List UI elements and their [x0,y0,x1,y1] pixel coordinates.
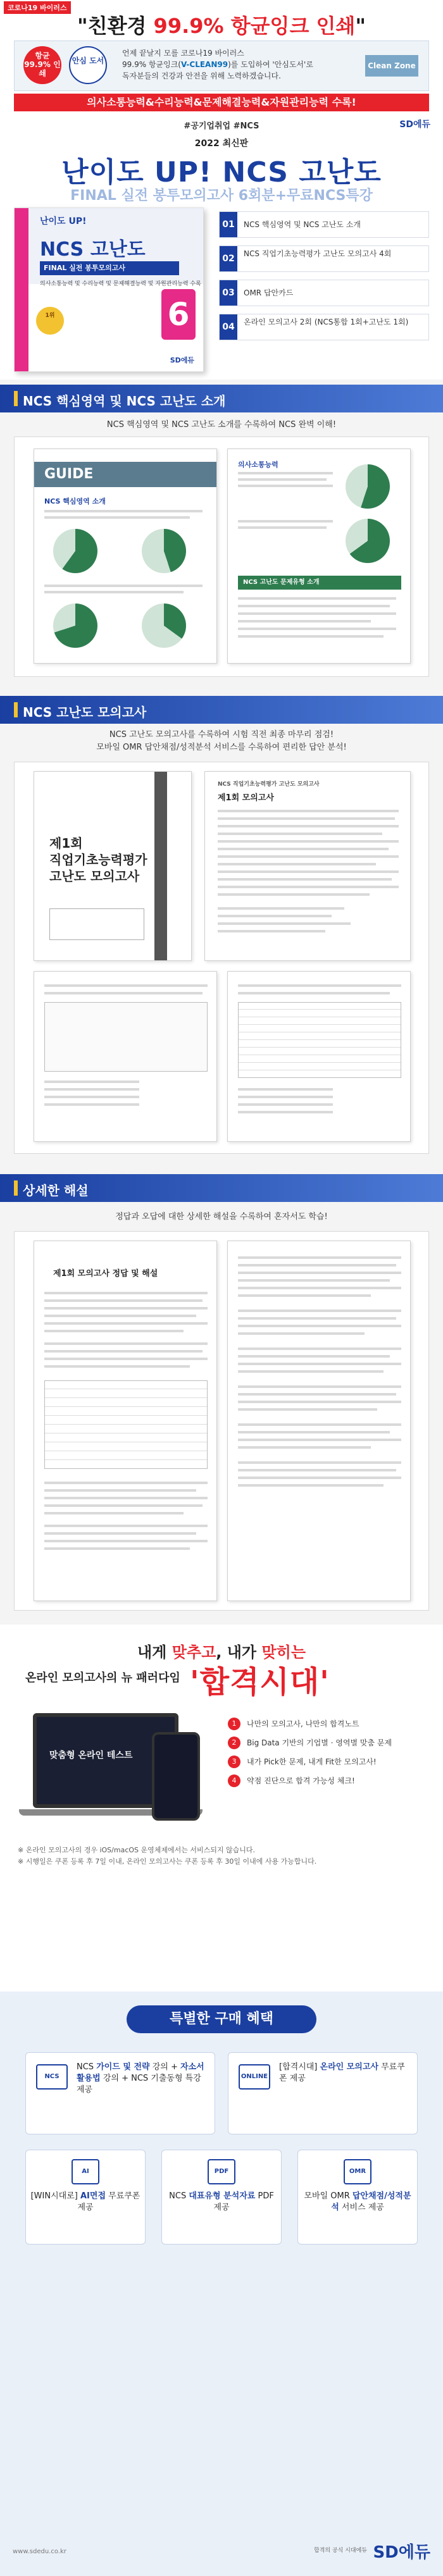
hero-subtitle: FINAL 실전 봉투모의고사 6회분+무료NCS특강 [70,188,373,204]
test-cover-page [34,771,192,961]
section-bar-icon [14,1180,18,1196]
corona-tag: 코로나19 바이러스 [4,1,71,14]
online-test-promo [0,1625,443,1991]
safe-book-badge: 안심 도서 [69,46,107,84]
promo-item-icon: 2 [228,1737,240,1749]
headline-accent: 99.9% 항균잉크 인쇄 [153,14,356,38]
feature-item [219,280,429,306]
answer-page-right [227,1241,411,1601]
promo-item-icon: 4 [228,1774,240,1787]
footer-url[interactable]: www.sdedu.co.kr [13,2548,66,2555]
benefit-title: 특별한 구매 혜택 [127,2005,316,2033]
section-title: 상세한 해설 [23,1183,89,1198]
section-header-explanation [0,1174,443,1202]
feature-list [219,211,429,348]
hero-section [0,114,443,380]
pie-chart-icon [346,519,390,563]
promo-item: 4 약점 진단으로 합격 가능성 체크! [228,1771,430,1790]
section-intro: 정답과 오답에 대한 상세한 해설을 수록하여 혼자서도 학습! [115,1212,328,1222]
benefit-text: [합격시대] 온라인 모의고사 무료쿠폰 제공 [279,2062,405,2083]
test-first-page [204,771,411,961]
feature-text: NCS 핵심영역 및 NCS 고난도 소개 [244,220,361,229]
guide-page-left [34,449,217,664]
benefit-card-ai [25,2150,146,2245]
hero-year: 2022 최신판 [194,139,249,149]
promo-item: 1 나만의 모의고사, 나만의 합격노트 [228,1714,430,1733]
promo-subheadline: 온라인 모의고사의 뉴 패러다임 [25,1671,180,1685]
feature-item [219,211,429,238]
answer-page-left [34,1241,217,1601]
promo-notes: ※ 온라인 모의고사의 경우 iOS/macOS 운영체제에서는 서비스되지 않습니다. ※ 시행일은 쿠폰 등록 후 7일 이내, 온라인 모의고사는 쿠폰 등록 후 30일 이내에 사용 가능합니다. [18,1846,317,1866]
pdf-icon: PDF [208,2159,235,2184]
benefit-card-online [228,2052,418,2134]
promo-feature-list [228,1714,430,1790]
benefit-text: NCS 가이드 및 전략 강의 + 자소서 활용법 강의 + NCS 기출동형 특강 제공 [77,2062,204,2095]
hero-hashtags: #공기업취업 #NCS [184,121,259,131]
benefit-text: NCS 대표유형 분석자료 PDF 제공 [169,2191,274,2212]
guide-bar: GUIDE [34,462,217,487]
section-bar-icon [14,702,18,717]
pie-chart-icon [142,529,186,573]
mock-test-panel [14,762,429,1154]
section-title: NCS 핵심영역 및 NCS 고난도 소개 [23,393,226,409]
feature-item [219,245,429,272]
promo-item-icon: 3 [228,1756,240,1768]
headline-post: " [355,14,366,38]
doc-heading: NCS 핵심영역 소개 [44,497,106,505]
cover-info-table [49,908,144,940]
cover-title: 제1회 직업기초능력평가 고난도 모의고사 [49,836,147,884]
problem-type-bar: NCS 고난도 문제유형 소개 [238,576,401,590]
headline-pre: "친환경 [77,14,154,38]
test-question-page [227,971,411,1142]
subjects-strip: 의사소통능력&수리능력&문제해결능력&자원관리능력 수록! [14,94,429,111]
eco-headline [0,10,443,39]
book-cover [14,207,204,372]
feature-number: 01 [220,212,237,237]
antibacterial-box [14,40,429,91]
feature-number: 04 [220,314,237,340]
promo-item: 2 Big Data 기반의 기업별 · 영역별 맞춤 문제 [228,1733,430,1752]
answer-table [44,1380,208,1469]
book-band: FINAL 실전 봉투모의고사 [40,261,179,275]
promo-headline: 내게 맞추고, 내가 맞히는 [137,1644,306,1661]
page-subtitle: NCS 직업기초능력평가 고난도 모의고사 [218,781,320,788]
section-header-intro [0,385,443,412]
screen-text: 맞춤형 온라인 테스트 [49,1750,133,1761]
phone-icon [152,1732,200,1821]
section-title: NCS 고난도 모의고사 [23,705,147,720]
book-spine [15,208,28,372]
pie-chart-icon [53,529,97,573]
lecture-icon: NCS [36,2064,68,2090]
feature-item [219,314,429,340]
feature-text: 온라인 모의고사 2회 (NCS통합 1회+고난도 1회) [244,318,409,326]
data-table [238,1002,401,1078]
sd-logo: SD에듀 [399,120,430,130]
purchase-benefit-section [0,1991,443,2576]
pie-chart-icon [142,604,186,648]
intro-panel [14,437,429,677]
benefit-card-lecture [25,2052,215,2134]
guide-page-right [227,449,411,664]
ai-interview-icon: AI [72,2159,99,2184]
feature-text: NCS 직업기초능력평가 고난도 모의고사 4회 [244,249,392,258]
pie-chart-icon [346,464,390,509]
feature-number: 03 [220,280,237,306]
doc-heading: 의사소통능력 [238,461,278,469]
promo-item-icon: 1 [228,1718,240,1730]
answer-title: 제1회 모의고사 정답 및 해설 [53,1269,158,1279]
promo-brand: '합격시대' [190,1664,330,1700]
cover-spine [154,772,167,961]
benefit-card-omr [297,2150,418,2245]
test-question-page [34,971,217,1142]
section-header-mock-test [0,696,443,724]
book-small-title: 난이도 UP! [40,216,87,226]
top-banner [0,0,443,114]
book-publisher-logo: SD에듀 [170,356,194,364]
bestseller-badge-icon: 1위 [36,307,64,335]
promo-item: 3 내가 Pick한 문제, 내게 Fit한 모의고사! [228,1752,430,1771]
book-volume-number: 6 [161,289,196,340]
antibacterial-description: 언제 끝날지 모를 코로나19 바이러스 99.9% 항균잉크(V-CLEAN99)를 도입하여 '안심도서'로 독자분들의 건강과 안전을 위해 노력하겠습니다. [122,49,313,80]
footer-tagline: 합격의 공식 시대에듀 [314,2548,367,2554]
online-icon: ONLINE [239,2064,270,2090]
page-title: 제1회 모의고사 [218,793,274,803]
section-intro: NCS 고난도 모의고사를 수록하여 시험 직전 최종 마무리 점검! 모바일 OMR 답안채점/성적분석 서비스를 수록하여 편리한 답안 분석! [96,730,347,752]
pie-chart-icon [53,604,97,648]
section-intro: NCS 핵심영역 및 NCS 고난도 소개를 수록하여 NCS 완벽 이해! [106,420,337,430]
feature-number: 02 [220,246,237,271]
book-title: NCS 고난도 [40,238,146,261]
benefit-text: [WIN시대로] AI면접 무료쿠폰 제공 [30,2191,140,2212]
section-bar-icon [14,391,18,406]
footer-logo: SD에듀 [373,2543,430,2562]
question-box [44,1002,208,1072]
omr-icon: OMR [344,2159,371,2184]
benefit-card-pdf [161,2150,282,2245]
benefit-text: 모바일 OMR 답안채점/성적분석 서비스 제공 [304,2191,411,2212]
hero-title: 난이도 UP! NCS 고난도 [61,156,382,189]
book-description: 의사소통능력 및 수리능력 및 문제해결능력 및 자원관리능력 수록 [40,281,201,287]
feature-text: OMR 답안카드 [244,288,294,297]
antibacterial-badge: 항균 99.9% 인쇄 [23,46,61,84]
explanation-panel [14,1231,429,1611]
clean-zone-badge: Clean Zone [365,55,418,77]
